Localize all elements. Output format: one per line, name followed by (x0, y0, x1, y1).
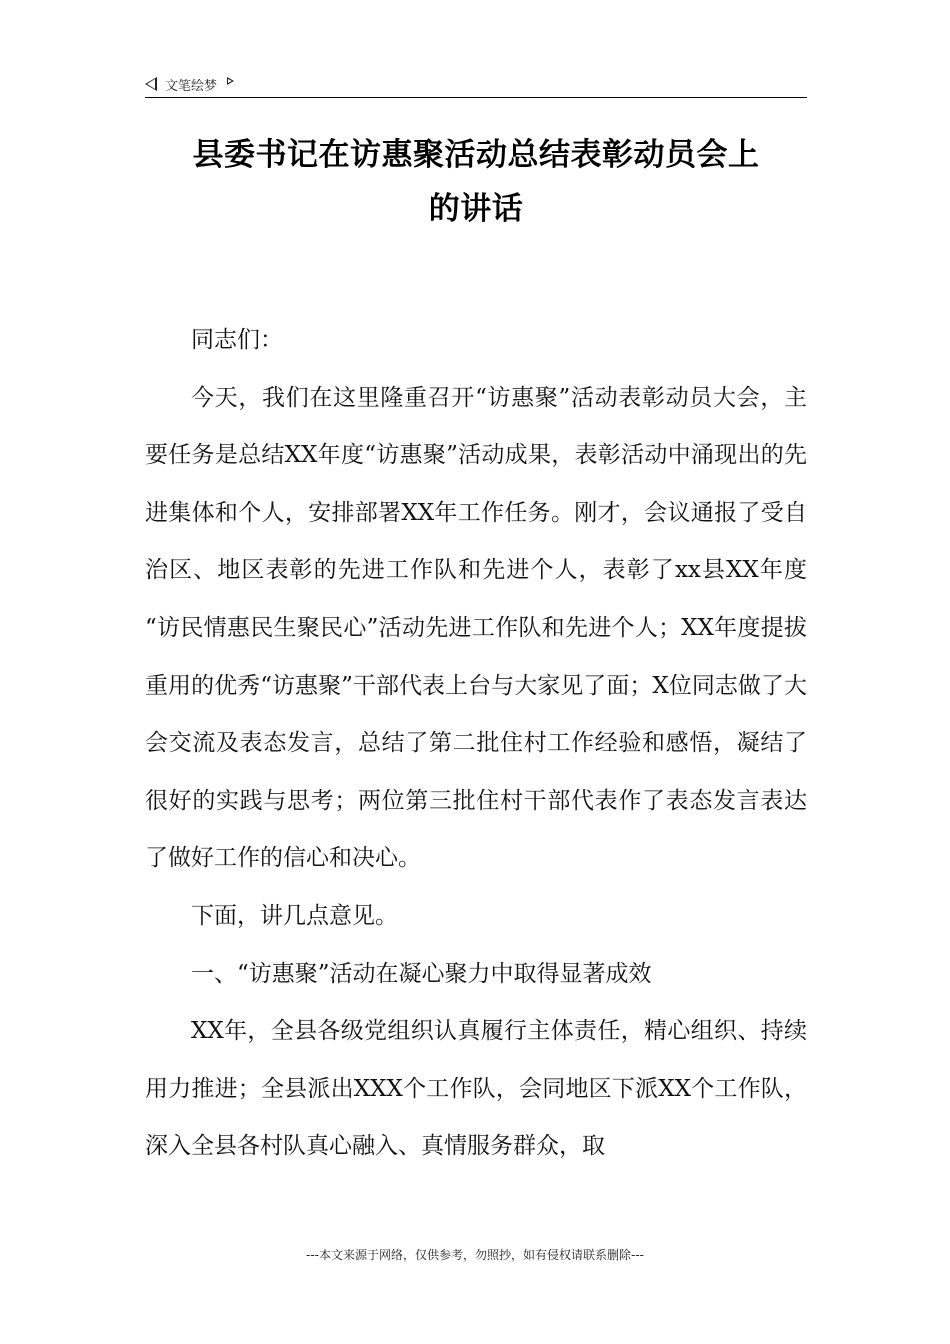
header-brand: 文笔绘梦 (165, 78, 218, 94)
header-divider (145, 97, 807, 98)
section-heading-1: 一、“访惠聚”活动在凝心聚力中取得显著成效 (191, 960, 652, 987)
triangle-left-icon (145, 77, 157, 91)
document-body (145, 312, 807, 1176)
paragraph-salutation: 同志们： (191, 327, 283, 353)
paragraph-transition: 下面，讲几点意见。 (191, 902, 398, 929)
title-line-2: 的讲话 (428, 191, 524, 227)
document-title (145, 128, 807, 236)
page-footer: ---本文来源于网络，仅供参考，勿照抄，如有侵权请联系删除--- (306, 1248, 644, 1262)
paragraph-section-1: XX年，全县各级党组织认真履行主体责任，精心组织、持续用力推进；全县派出XXX个工作队，会同地区下派XX个工作队，深入全县各村队真心融入、真情服务群众，取 (145, 1018, 807, 1160)
title-line-1: 县委书记在访惠聚活动总结表彰动员会上 (192, 137, 760, 173)
triangle-right-icon (227, 77, 234, 85)
paragraph-intro: 今天，我们在这里隆重召开“访惠聚”活动表彰动员大会，主要任务是总结XX年度“访惠聚”活动成果，表彰活动中涌现出的先进集体和个人，安排部署XX年工作任务。刚才，会议通报了受自治区、地区表彰的先进工作队和先进个人，表彰了xx县XX年度 “访民情惠民生聚民心”活动先进工作队和先进个人；XX年度提拔重用的优秀“访惠聚”干部代表上台与大家见了面；X位同志做了大会交流及表态发言，总结了第二批住村工作经验和感悟，凝结了很好的实践与思考；两位第三批住村干部代表作了表态发言表达了做好工作的信心和决心。 (145, 384, 807, 872)
page-header (145, 72, 807, 98)
